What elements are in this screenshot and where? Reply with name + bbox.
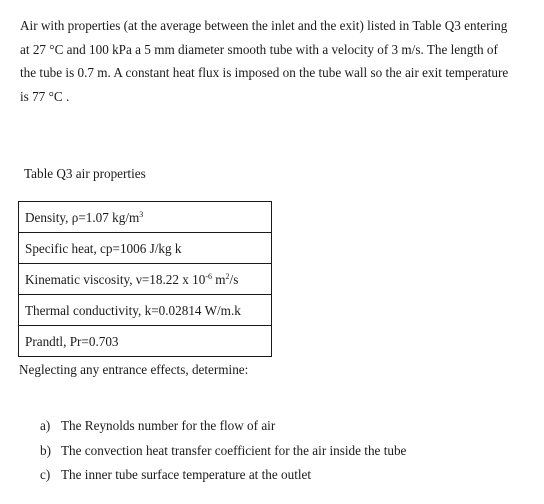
table-cell — [19, 202, 272, 233]
property-density: Density, ρ=1.07 kg/m — [25, 209, 140, 225]
question-list — [40, 417, 406, 491]
unit-text: /s — [229, 271, 239, 287]
air-properties-table — [18, 201, 272, 357]
table-row — [19, 264, 272, 295]
property-thermal-conductivity: Thermal conductivity, k=0.02814 W/m.k — [25, 302, 241, 318]
table-caption: Table Q3 air properties — [24, 166, 146, 181]
table-row — [19, 233, 272, 264]
list-item — [40, 442, 406, 467]
list-marker: c) — [40, 467, 51, 482]
table-cell — [19, 233, 272, 264]
table-cell — [19, 264, 272, 295]
problem-line: is 77 °C . — [20, 88, 70, 104]
problem-line: Air with properties (at the average between the inlet and the exit) listed in Table Q3 entering — [20, 18, 508, 33]
list-marker: a) — [40, 418, 51, 433]
list-item — [40, 466, 406, 491]
problem-line: the tube is 0.7 m. A constant heat flux is imposed on the tube wall so the air exit temperature — [20, 65, 509, 80]
superscript: -6 — [205, 271, 212, 281]
problem-line: at 27 °C and 100 kPa a 5 mm diameter smooth tube with a velocity of 3 m/s. The length of — [20, 41, 498, 57]
table-cell — [19, 295, 272, 326]
table-cell — [19, 326, 272, 357]
list-marker: b) — [40, 442, 51, 458]
property-specific-heat: Specific heat, cp=1006 J/kg k — [25, 240, 182, 256]
property-kinematic-viscosity: Kinematic viscosity, ν=18.22 x 10 — [25, 271, 206, 287]
property-prandtl: Prandtl, Pr=0.703 — [25, 333, 119, 349]
superscript: 2 — [225, 271, 230, 281]
superscript: 3 — [139, 209, 144, 219]
list-item — [40, 417, 406, 442]
table-row — [19, 326, 272, 357]
problem-statement — [20, 14, 532, 108]
question-text: The Reynolds number for the flow of air — [61, 418, 276, 433]
question-text: The inner tube surface temperature at the outlet — [61, 467, 312, 482]
unit-text: m — [211, 271, 226, 287]
table-row — [19, 295, 272, 326]
table-row — [19, 202, 272, 233]
instructions-text: Neglecting any entrance effects, determine: — [19, 362, 249, 377]
question-text: The convection heat transfer coefficient for the air inside the tube — [61, 442, 407, 458]
